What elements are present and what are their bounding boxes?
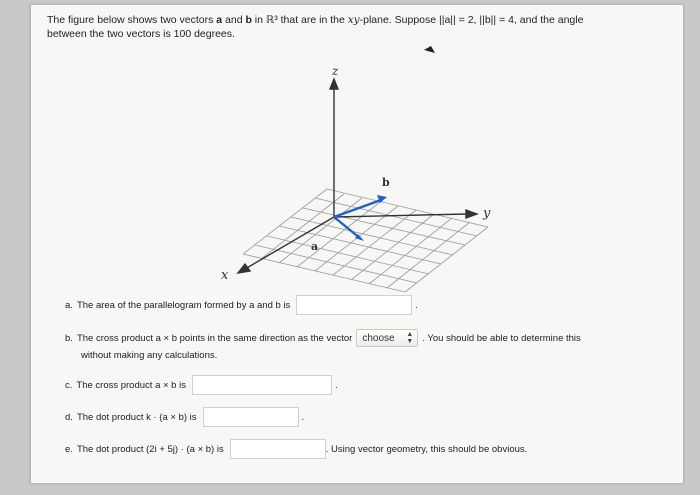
part-b-letter: b. <box>65 332 73 344</box>
part-e <box>65 439 527 459</box>
part-a <box>65 295 418 315</box>
part-a-answer-input[interactable] <box>296 295 412 315</box>
intro-and: and <box>222 14 246 26</box>
vectors <box>334 195 387 241</box>
part-a-after: . <box>415 299 418 311</box>
part-d-answer-input[interactable] <box>203 407 299 427</box>
part-c-letter: c. <box>65 379 73 391</box>
part-c-answer-input[interactable] <box>192 375 332 395</box>
intro-in: in <box>251 14 266 26</box>
intro-text-2: that are in the <box>277 14 348 26</box>
question-panel <box>30 4 684 484</box>
z-axis-arrowhead <box>330 79 338 89</box>
axes <box>238 79 477 273</box>
z-axis-label: z <box>332 64 339 78</box>
part-d-text: The dot product k · (a × b) is <box>76 411 197 423</box>
select-arrows-icon: ▲ ▼ <box>406 331 414 345</box>
part-c-text: The cross product a × b is <box>76 379 186 391</box>
x-axis-label: x <box>221 268 229 283</box>
y-axis-arrowhead <box>466 210 477 218</box>
part-e-letter: e. <box>65 443 73 455</box>
x-axis <box>245 217 334 269</box>
part-e-answer-input[interactable] <box>230 439 326 459</box>
part-b-direction-select[interactable] <box>356 329 418 347</box>
part-e-after: . Using vector geometry, this should be obvious. <box>325 443 528 455</box>
part-e-text: The dot product (2i + 5j) · (a × b) is <box>76 443 224 455</box>
mouse-cursor-icon <box>424 46 435 53</box>
space-symbol: ℝ³ <box>265 14 278 26</box>
part-b-text: The cross product a × b points in the same direction as the vector <box>76 332 353 344</box>
y-axis <box>334 214 467 217</box>
part-d-after: . <box>301 411 305 423</box>
part-c-after: . <box>334 379 338 391</box>
intro-line-2: between the two vectors is 100 degrees. <box>47 28 235 40</box>
part-b-line-2-text: without making any calculations. <box>81 350 218 361</box>
intro-text-3: -plane. Suppose ||a|| = 2, ||b|| = 4, and the angle <box>359 14 584 26</box>
vector-figure <box>31 5 683 305</box>
plane-symbol: xy <box>347 14 360 26</box>
part-d <box>65 407 304 427</box>
intro-text-1: The figure below shows two vectors <box>47 14 217 26</box>
part-b-after: . You should be able to determine this <box>422 332 581 344</box>
vector-a-label: a <box>311 240 319 253</box>
part-b-select-value: choose <box>362 332 395 344</box>
x-axis-arrowhead <box>238 264 250 273</box>
part-a-letter: a. <box>65 299 73 311</box>
part-b <box>65 329 581 347</box>
part-a-text: The area of the parallelogram formed by a and b is <box>76 299 291 311</box>
part-d-letter: d. <box>65 411 73 423</box>
vector-b <box>334 200 381 217</box>
vector-b-symbol: b <box>245 14 252 26</box>
vector-b-label: b <box>382 176 390 189</box>
part-c <box>65 375 338 395</box>
y-axis-label: y <box>483 206 491 221</box>
vector-a-symbol: a <box>216 14 223 26</box>
part-b-line-2 <box>81 349 217 362</box>
